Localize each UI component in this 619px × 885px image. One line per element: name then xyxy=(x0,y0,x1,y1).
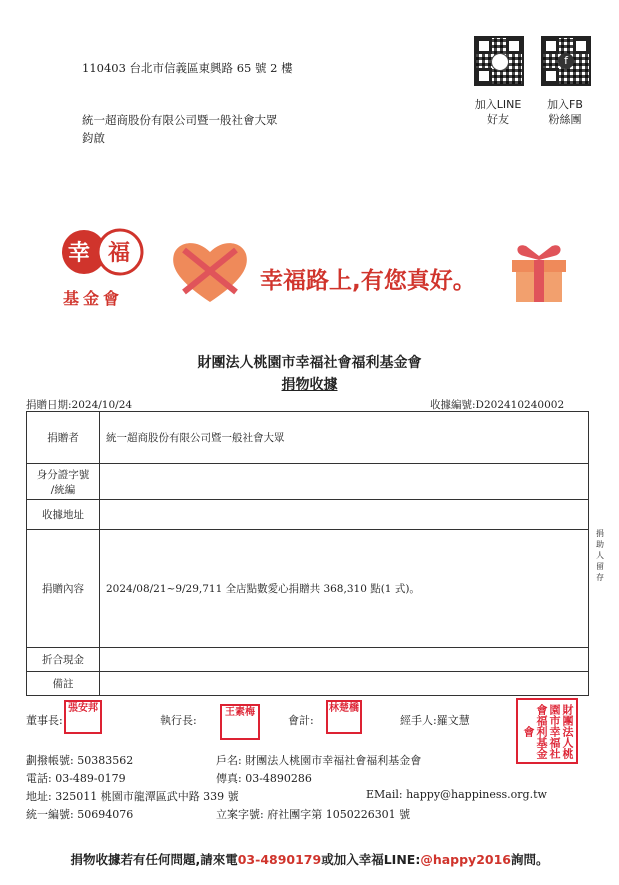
fax: 傳真: 03-4890286 xyxy=(216,772,312,785)
postal-account: 劃撥帳號: 50383562 xyxy=(26,754,134,767)
receipt-table xyxy=(26,411,589,696)
recipient-name: 統一超商股份有限公司暨一般社會大眾 xyxy=(82,113,278,127)
side-note: 捐助人留存 xyxy=(596,529,604,582)
cash-value xyxy=(100,648,589,672)
contact-suffix: 詢問。 xyxy=(511,852,549,867)
tax-id: 統一編號: 50694076 xyxy=(26,808,134,821)
content-value: 2024/08/21~9/29,711 全店點數愛心捐贈共 368,310 點(1 式)。 xyxy=(100,530,589,648)
line-label xyxy=(466,97,530,127)
table-row xyxy=(27,530,589,648)
ceo-label: 執行長: xyxy=(160,714,197,727)
accountant-label: 會計: xyxy=(288,714,314,727)
recipient-salutation: 鈞啟 xyxy=(82,131,105,145)
id-value xyxy=(100,464,589,500)
slogan: 幸福路上,有您真好。 xyxy=(260,268,476,294)
doc-title xyxy=(0,374,619,394)
chairman-seal: 張安邦 xyxy=(64,700,102,734)
foundation-logo: 幸 福 xyxy=(58,226,146,282)
contact-note xyxy=(0,850,619,868)
note-value xyxy=(100,672,589,696)
donation-date: 捐贈日期:2024/10/24 xyxy=(26,399,133,411)
table-row xyxy=(27,500,589,530)
handler-label xyxy=(400,712,470,728)
fb-label xyxy=(533,97,597,127)
doc-title-text: 捐物收據 xyxy=(281,377,338,393)
id-label-1: 身分證字號 xyxy=(36,468,90,481)
org-title: 財團法人桃園市幸福社會福利基金會 xyxy=(197,355,422,371)
table-row xyxy=(27,648,589,672)
contact-mid: 或加入幸福LINE: xyxy=(321,852,421,867)
id-label xyxy=(27,464,100,500)
phone: 電話: 03-489-0179 xyxy=(26,772,126,785)
chairman-label: 董事長: xyxy=(26,714,63,727)
facebook-icon: f xyxy=(558,53,574,69)
table-row xyxy=(27,464,589,500)
mailing-address: 110403 台北市信義區東興路 65 號 2 樓 xyxy=(82,61,293,75)
table-row xyxy=(27,672,589,696)
content-label: 捐贈內容 xyxy=(27,530,100,648)
contact-line-id[interactable]: @happy2016 xyxy=(420,852,511,867)
fb-qr-code[interactable] xyxy=(541,36,591,86)
handler-name: 羅文慧 xyxy=(436,714,470,727)
address-label: 收據地址 xyxy=(27,500,100,530)
contact-prefix: 捐物收據若有任何問題,請來電 xyxy=(70,852,238,867)
address: 地址: 325011 桃園市龍潭區武中路 339 號 xyxy=(26,790,239,803)
logo-text: 基金會 xyxy=(63,289,124,308)
cash-label: 折合現金 xyxy=(27,648,100,672)
accountant-seal: 林楚橋 xyxy=(326,700,362,734)
account-name: 戶名: 財團法人桃園市幸福社會福利基金會 xyxy=(216,754,422,767)
note-label: 備註 xyxy=(27,672,100,696)
gift-icon xyxy=(506,240,572,309)
heart-icon xyxy=(170,238,250,307)
receipt-number: 收據編號:D202410240002 xyxy=(430,399,565,411)
org-seal: 財團法人桃園市幸福社會福利基金會 xyxy=(516,698,578,764)
ceo-seal: 王素梅 xyxy=(220,704,260,740)
line-label-1: 加入LINE xyxy=(474,98,522,111)
table-row xyxy=(27,412,589,464)
donor-value: 統一超商股份有限公司暨一般社會大眾 xyxy=(100,412,589,464)
donor-label: 捐贈者 xyxy=(27,412,100,464)
fb-label-2: 粉絲團 xyxy=(548,113,582,126)
address-value xyxy=(100,500,589,530)
handler-label-text: 經手人: xyxy=(400,714,437,727)
fb-label-1: 加入FB xyxy=(547,98,583,111)
line-icon xyxy=(491,53,509,71)
line-label-2: 好友 xyxy=(487,113,509,126)
email[interactable]: EMail: happy@happiness.org.tw xyxy=(366,788,547,801)
registration: 立案字號: 府社團字第 1050226301 號 xyxy=(216,808,411,821)
id-label-2: /統編 xyxy=(50,483,76,496)
contact-phone[interactable]: 03-4890179 xyxy=(237,852,322,867)
line-qr-code[interactable] xyxy=(474,36,524,86)
